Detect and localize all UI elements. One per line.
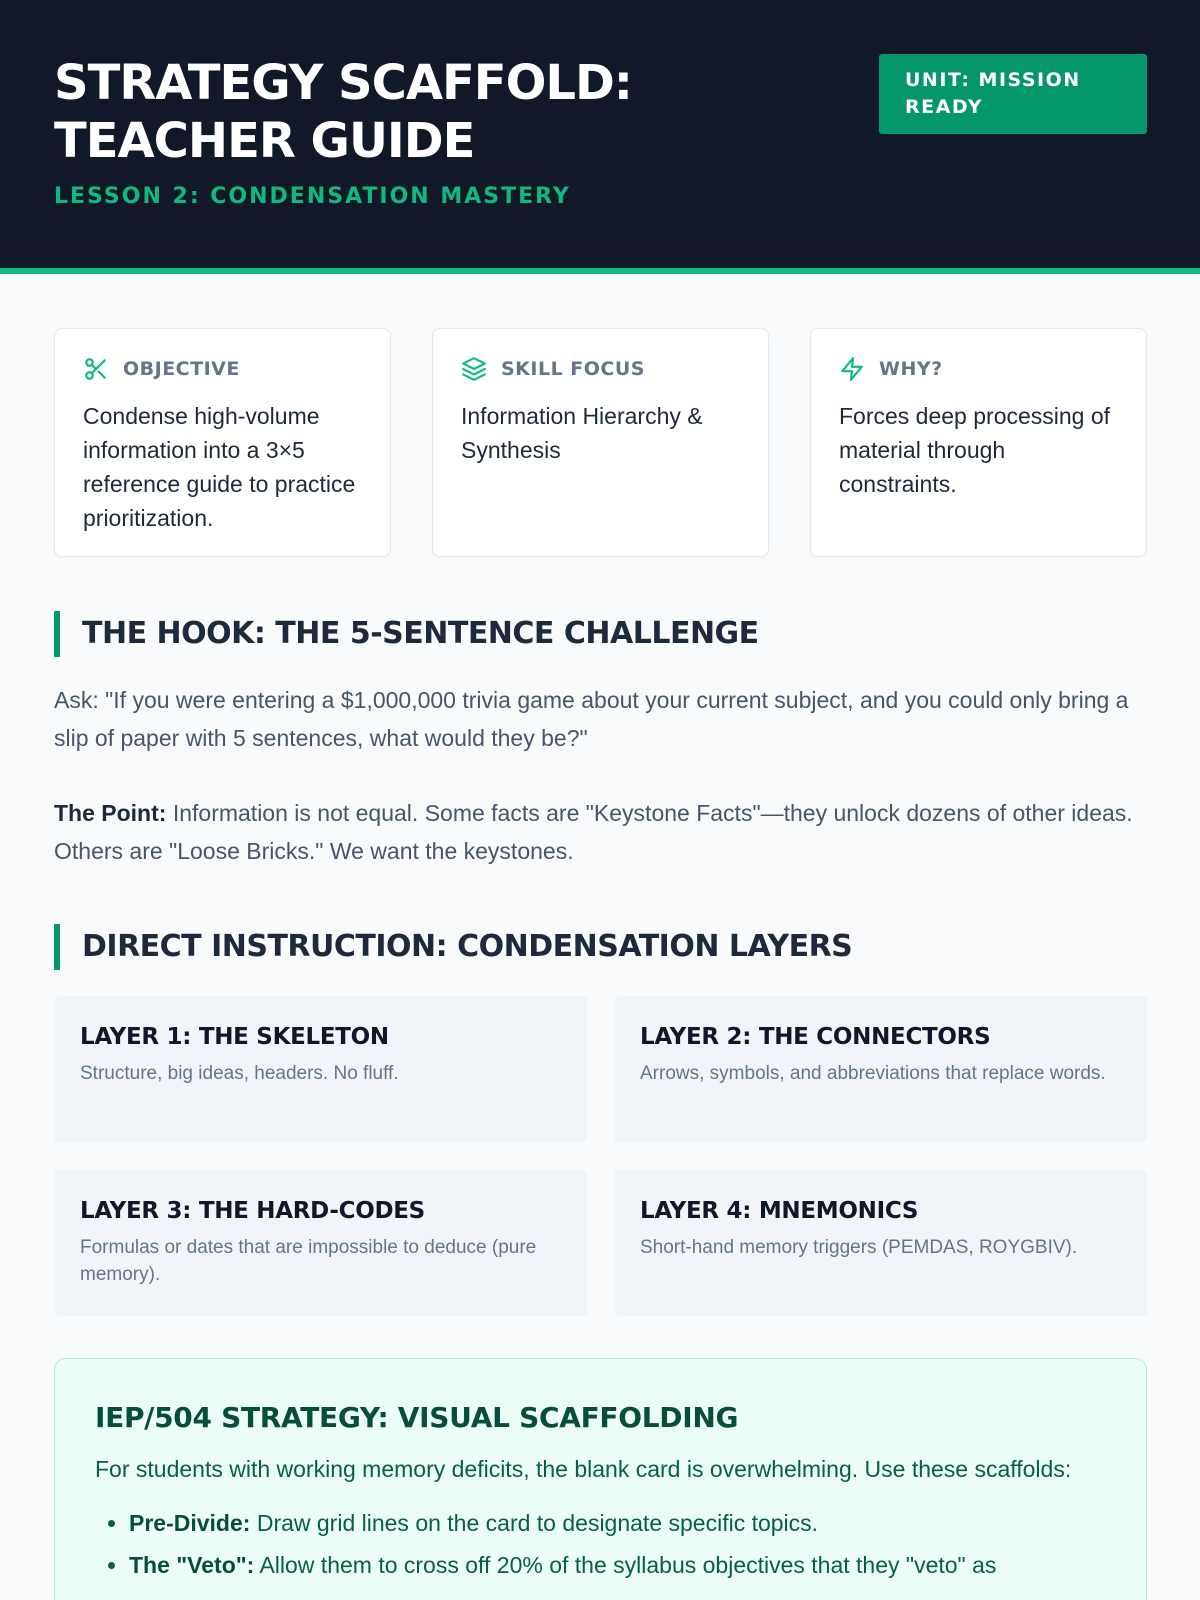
lightning-icon [839, 356, 865, 382]
instruction-section-title: DIRECT INSTRUCTION: CONDENSATION LAYERS [54, 924, 1147, 970]
objective-card [54, 328, 391, 557]
list-item [129, 1548, 1106, 1582]
list-item [129, 1506, 1106, 1540]
summary-cards [54, 328, 1147, 557]
layer-card [54, 996, 587, 1142]
page-header [0, 0, 1200, 274]
main-content [0, 274, 1200, 1600]
layer-card [54, 1170, 587, 1316]
layer-card [614, 1170, 1147, 1316]
layer-title: LAYER 1: THE SKELETON [80, 1024, 389, 1050]
list-item-text: Allow them to cross off 20% of the syllabus objectives that they "veto" as [254, 1552, 997, 1578]
list-item-text: Draw grid lines on the card to designate specific topics. [250, 1510, 819, 1536]
hook-point-paragraph [54, 794, 1147, 870]
skill-focus-card [432, 328, 769, 557]
layer-text: Structure, big ideas, headers. No fluff. [80, 1063, 399, 1084]
card-label: SKILL FOCUS [501, 358, 645, 380]
card-text: Forces deep processing of material through constraints. [839, 403, 1111, 497]
point-text: Information is not equal. Some facts are "Keystone Facts"—they unlock dozens of other ideas. Others are "Loose Bricks." We want the keystones. [54, 800, 1133, 864]
list-item-label: Pre-Divide: [129, 1510, 251, 1536]
card-text: Information Hierarchy & Synthesis [461, 403, 703, 463]
card-text: Condense high-volume information into a 3×5 reference guide to practice prioritization. [83, 403, 356, 531]
layer-title: LAYER 2: THE CONNECTORS [640, 1024, 991, 1050]
card-header [83, 355, 362, 383]
layer-text: Formulas or dates that are impossible to deduce (pure memory). [80, 1237, 537, 1285]
why-card [810, 328, 1147, 557]
layer-card [614, 996, 1147, 1142]
list-item-label: The "Veto": [129, 1552, 255, 1578]
hook-section-title: THE HOOK: THE 5-SENTENCE CHALLENGE [54, 611, 1147, 657]
unit-badge: UNIT: MISSION READY [879, 54, 1147, 134]
page-title: STRATEGY SCAFFOLD: TEACHER GUIDE [54, 55, 632, 169]
layer-title: LAYER 4: MNEMONICS [640, 1198, 919, 1224]
scissors-icon [83, 356, 109, 382]
iep-strategy-box [54, 1358, 1147, 1600]
card-label: WHY? [879, 358, 943, 380]
card-header [839, 355, 1118, 383]
card-label: OBJECTIVE [123, 358, 240, 380]
point-label: The Point: [54, 800, 167, 826]
layer-title: LAYER 3: THE HARD-CODES [80, 1198, 425, 1224]
layers-icon [461, 356, 487, 382]
lesson-subtitle: LESSON 2: CONDENSATION MASTERY [54, 184, 571, 209]
iep-intro-text: For students with working memory deficits, the blank card is overwhelming. Use these scaffolds: [95, 1456, 1072, 1482]
iep-title: IEP/504 STRATEGY: VISUAL SCAFFOLDING [95, 1401, 739, 1434]
layers-grid [54, 996, 1147, 1316]
layer-text: Arrows, symbols, and abbreviations that replace words. [640, 1063, 1106, 1084]
card-header [461, 355, 740, 383]
hook-ask-text: Ask: "If you were entering a $1,000,000 trivia game about your current subject, and you could only bring a slip of paper with 5 sentences, what would they be?" [54, 687, 1129, 751]
layer-text: Short-hand memory triggers (PEMDAS, ROYGBIV). [640, 1237, 1078, 1258]
iep-scaffold-list [95, 1506, 1106, 1582]
